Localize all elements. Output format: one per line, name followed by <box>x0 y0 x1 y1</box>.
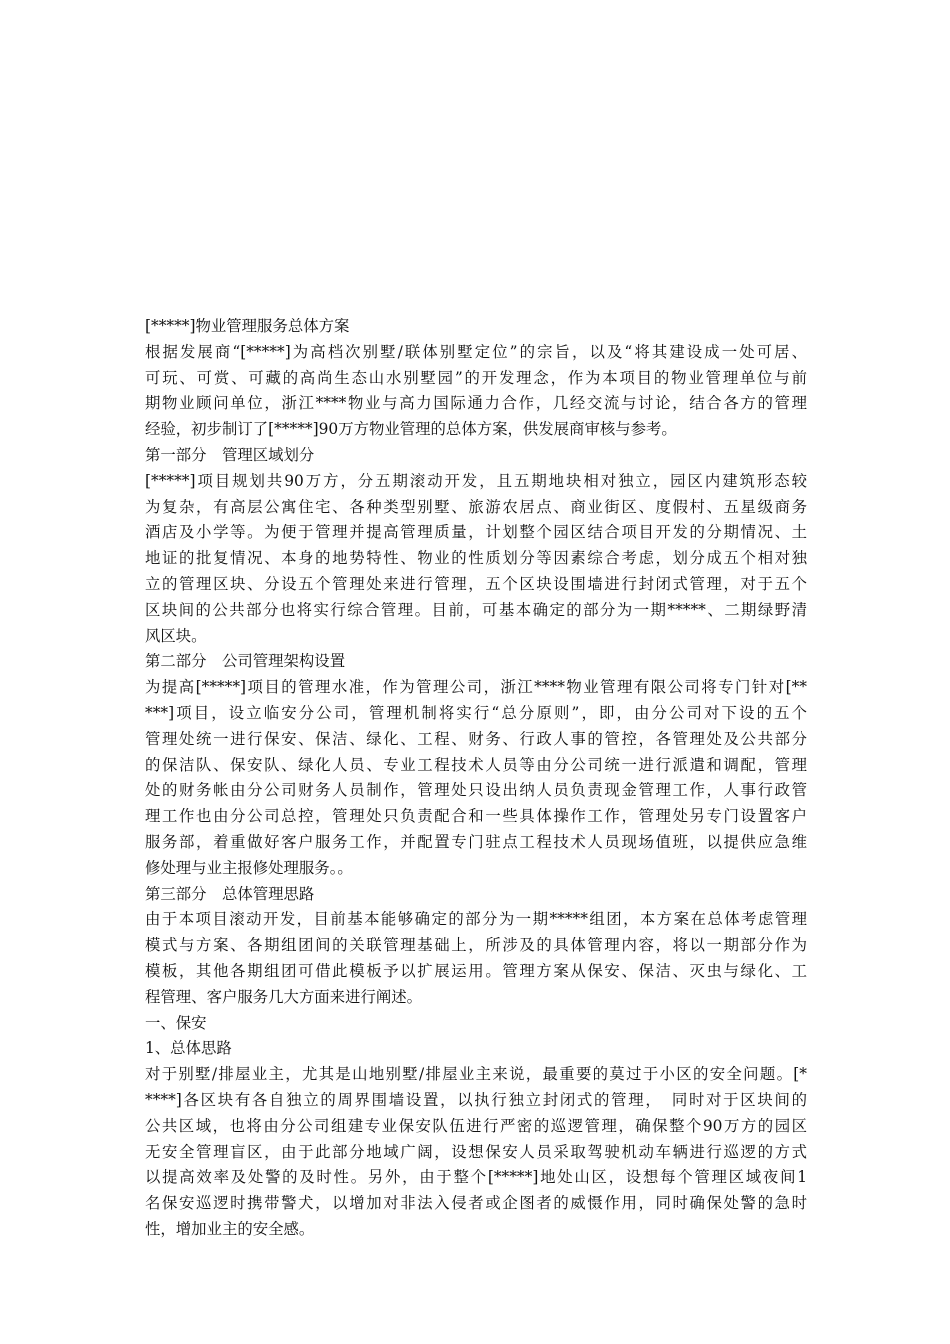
sub1-line: 对于别墅/排屋业主，尤其是山地别墅/排屋业主来说，最重要的莫过于小区的安全问题。[* <box>145 1065 807 1084</box>
sub1-line: 性，增加业主的安全感。 <box>145 1219 315 1238</box>
part2-heading: 第二部分 公司管理架构设置 <box>145 652 346 671</box>
part2-line: 管理处统一进行保安、保洁、绿化、工程、财务、行政人事的管控，各管理处及公共部分 <box>145 729 807 748</box>
part3-line: 模板，其他各期组团可借此模板予以扩展运用。管理方案从保安、保洁、灭虫与绿化、工 <box>145 961 807 980</box>
sub1-line: 公共区域，也将由分公司组建专业保安队伍进行严密的巡逻管理，确保整个90万方的园区 <box>145 1116 807 1135</box>
intro-line: 可玩、可赏、可藏的高尚生态山水别墅园”的开发理念，作为本项目的物业管理单位与前 <box>145 368 807 387</box>
part3-heading: 第三部分 总体管理思路 <box>145 884 315 903</box>
part2-line: 为提高[*****]项目的管理水准，作为管理公司，浙江****物业管理有限公司将专门针对[** <box>145 678 807 697</box>
part2-line: 修处理与业主报修处理服务。。 <box>145 858 353 877</box>
part1-heading: 第一部分 管理区域划分 <box>145 445 315 464</box>
part1-line: 区块间的公共部分也将实行综合管理。目前，可基本确定的部分为一期*****、二期绿野清 <box>145 600 807 619</box>
part3-line: 模式与方案、各期组团间的关联管理基础上，所涉及的具体管理内容，将以一期部分作为 <box>145 936 807 955</box>
sub1-line: ****]各区块有各自独立的周界围墙设置，以执行独立封闭式的管理， 同时对于区块间的 <box>145 1090 807 1109</box>
section1-heading: 一、保安 <box>145 1013 207 1032</box>
intro-line: 期物业顾问单位，浙江****物业与高力国际通力合作，几经交流与讨论，结合各方的管理 <box>145 394 807 413</box>
part2-line: 的保洁队、保安队、绿化人员、专业工程技术人员等由分公司统一进行派遣和调配，管理 <box>145 755 807 774</box>
part2-line: 理工作也由分公司总控，管理处只负责配合和一些具体操作工作，管理处另专门设置客户 <box>145 807 807 826</box>
intro-line: 根据发展商“[*****]为高档次别墅/联体别墅定位”的宗旨，以及“将其建设成一处可居、 <box>145 342 807 361</box>
part2-line: 服务部，着重做好客户服务工作，并配置专门驻点工程技术人员现场值班，以提供应急维 <box>145 832 807 851</box>
document-title: [*****]物业管理服务总体方案 <box>145 317 350 335</box>
part1-line: 立的管理区块、分设五个管理处来进行管理，五个区块设围墙进行封闭式管理，对于五个 <box>145 574 807 593</box>
part3-line: 由于本项目滚动开发，目前基本能够确定的部分为一期*****组团，本方案在总体考虑管理 <box>145 910 807 929</box>
document-body <box>145 314 807 1243</box>
part1-line: 为复杂，有高层公寓住宅、各种类型别墅、旅游农居点、商业街区、度假村、五星级商务 <box>145 497 807 516</box>
part3-line: 程管理、客户服务几大方面来进行阐述。 <box>145 987 423 1006</box>
intro-line: 经验，初步制订了[*****]90万方物业管理的总体方案，供发展商审核与参考。 <box>145 420 677 439</box>
part1-line: 地证的批复情况、本身的地势特性、物业的性质划分等因素综合考虑，划分成五个相对独 <box>145 549 807 568</box>
sub1-heading: 1、总体思路 <box>145 1039 232 1058</box>
part2-line: ***]项目，设立临安分公司，管理机制将实行“总分原则”，即，由分公司对下设的五个 <box>145 703 807 722</box>
sub1-line: 名保安巡逻时携带警犬，以增加对非法入侵者或企图者的威慑作用，同时确保处警的急时 <box>145 1194 807 1213</box>
part1-line: [*****]项目规划共90万方，分五期滚动开发，且五期地块相对独立，园区内建筑形态较 <box>145 471 807 490</box>
part1-line: 风区块。 <box>145 626 207 645</box>
part2-line: 处的财务帐由分公司财务人员制作，管理处只设出纳人员负责现金管理工作，人事行政管 <box>145 781 807 800</box>
sub1-line: 以提高效率及处警的及时性。另外，由于整个[*****]地处山区，设想每个管理区域夜间1 <box>145 1168 807 1187</box>
part1-line: 酒店及小学等。为便于管理并提高管理质量，计划整个园区结合项目开发的分期情况、土 <box>145 523 807 542</box>
sub1-line: 无安全管理盲区，由于此部分地域广阔，设想保安人员采取驾驶机动车辆进行巡逻的方式 <box>145 1142 807 1161</box>
